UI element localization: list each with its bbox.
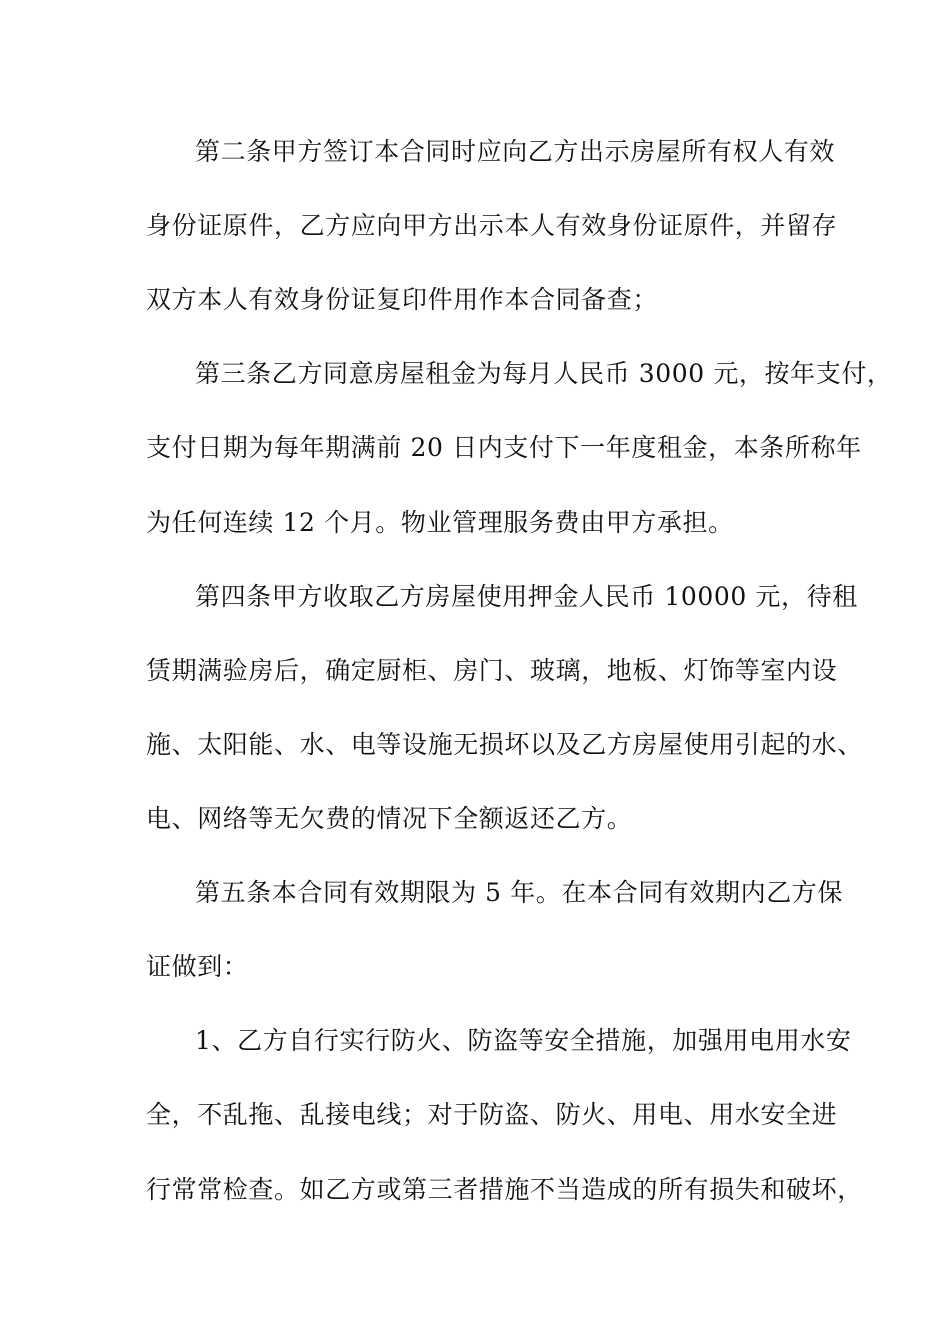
text-line: 第五条本合同有效期限为 5 年。在本合同有效期内乙方保 bbox=[195, 878, 844, 907]
text-line: 为任何连续 12 个月。物业管理服务费由甲方承担。 bbox=[146, 508, 734, 537]
text-line: 支付日期为每年期满前 20 日内支付下一年度租金，本条所称年 bbox=[146, 433, 862, 462]
text-line: 第二条甲方签订本合同时应向乙方出示房屋所有权人有效 bbox=[195, 137, 836, 166]
text-line: 第四条甲方收取乙方房屋使用押金人民币 10000 元，待租 bbox=[195, 582, 858, 611]
text-line: 全，不乱拖、乱接电线；对于防盗、防火、用电、用水安全进 bbox=[146, 1100, 838, 1129]
text-line: 第三条乙方同意房屋租金为每月人民币 3000 元，按年支付， bbox=[195, 359, 893, 388]
text-line: 身份证原件，乙方应向甲方出示本人有效身份证原件，并留存 bbox=[146, 211, 838, 240]
text-line: 赁期满验房后，确定厨柜、房门、玻璃，地板、灯饰等室内设 bbox=[146, 656, 838, 685]
text-line: 证做到： bbox=[146, 952, 249, 981]
text-line: 1、乙方自行实行防火、防盗等安全措施，加强用电用水安 bbox=[195, 1026, 852, 1055]
text-line: 电、网络等无欠费的情况下全额返还乙方。 bbox=[146, 804, 633, 833]
text-line: 行常常检查。如乙方或第三者措施不当造成的所有损失和破坏， bbox=[146, 1175, 863, 1204]
text-line: 双方本人有效身份证复印件用作本合同备查； bbox=[146, 285, 659, 314]
text-line: 施、太阳能、水、电等设施无损坏以及乙方房屋使用引起的水、 bbox=[146, 730, 863, 759]
